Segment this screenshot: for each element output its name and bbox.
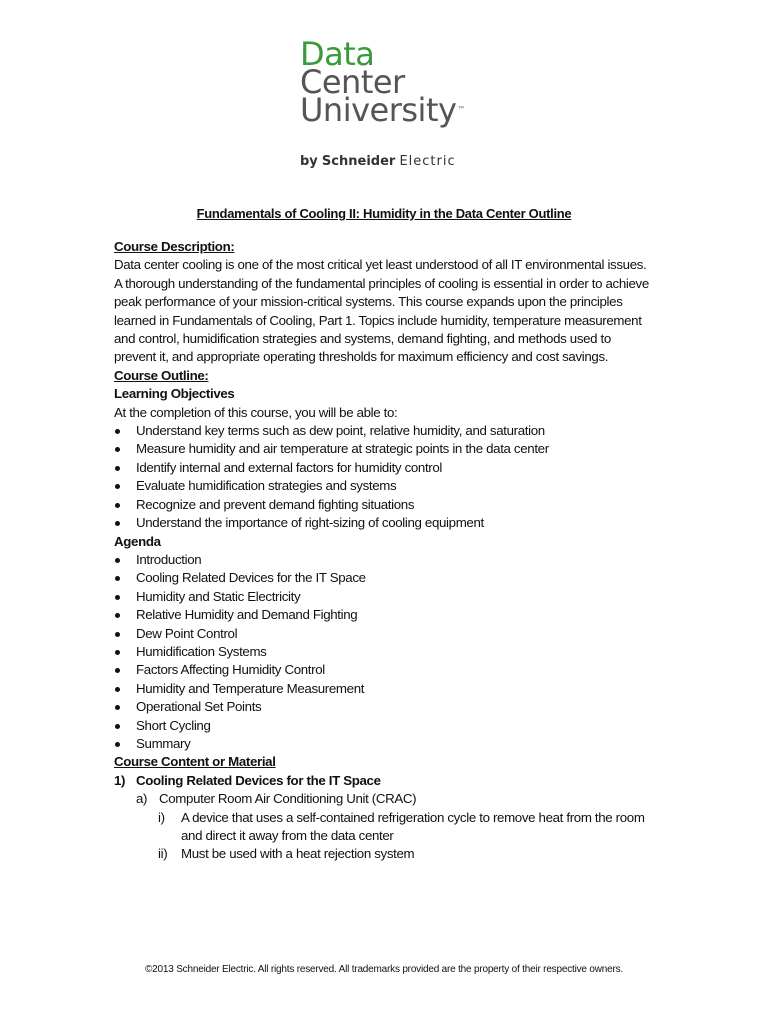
logo-byline	[300, 154, 456, 169]
logo-word-center: Center	[300, 63, 405, 101]
point-text: Must be used with a heat rejection system	[181, 846, 415, 862]
list-item: Humidity and Temperature Measurement	[114, 680, 656, 698]
list-item: Evaluate humidification strategies and systems	[114, 477, 656, 495]
list-item: Humidification Systems	[114, 643, 656, 661]
point-marker: ii)	[158, 846, 168, 862]
logo-word-university	[300, 91, 480, 129]
content-section-1	[114, 772, 656, 790]
point-text: A device that uses a self-contained refrigeration cycle to remove heat from the room and direct it away from the data center	[181, 809, 645, 843]
list-item: Understand the importance of right-sizing of cooling equipment	[114, 514, 656, 532]
page-title: Fundamentals of Cooling II: Humidity in the Data Center Outline	[196, 206, 572, 221]
document-body	[114, 238, 656, 864]
section-marker: 1)	[114, 772, 126, 788]
list-item: Understand key terms such as dew point, relative humidity, and saturation	[114, 422, 656, 440]
list-item: Humidity and Static Electricity	[114, 588, 656, 606]
byline-brand: Schneider	[321, 154, 396, 169]
agenda-heading: Agenda	[114, 533, 161, 549]
content-subsection-a	[114, 790, 656, 808]
subsection-marker: a)	[136, 791, 148, 807]
list-item: Summary	[114, 735, 656, 753]
section-title: Cooling Related Devices for the IT Space	[136, 772, 381, 788]
logo-word-data: Data	[300, 35, 375, 73]
subsection-text: Computer Room Air Conditioning Unit (CRAC)	[159, 791, 417, 807]
list-item: Short Cycling	[114, 717, 656, 735]
learning-objectives-heading: Learning Objectives	[114, 386, 235, 402]
data-center-university-logo	[300, 35, 480, 129]
list-item: Operational Set Points	[114, 698, 656, 716]
logo-university-text: University	[300, 91, 457, 129]
list-item: Dew Point Control	[114, 625, 656, 643]
list-item: Introduction	[114, 551, 656, 569]
logo-trademark: ™	[457, 105, 465, 114]
point-marker: i)	[158, 809, 165, 825]
agenda-list	[114, 551, 656, 753]
byline-by: by	[300, 154, 318, 169]
byline-brand-2: Electric	[399, 154, 456, 169]
course-description-text: Data center cooling is one of the most critical yet least understood of all IT environmental issues. A thorough understanding of the fundamental principles of cooling is essential in order to achieve peak performance of your mission-critical systems. This course expands upon the principles learned in Fundamentals of Cooling, Part 1. Topics include humidity, temperature measurement and control, humidification strategies and systems, demand fighting, and methods used to prevent it, and appropriate operating thresholds for maximum efficiency and cost savings.	[114, 257, 649, 365]
course-description-heading: Course Description:	[114, 239, 235, 254]
list-item: Relative Humidity and Demand Fighting	[114, 606, 656, 624]
copyright-footer: ©2013 Schneider Electric. All rights reserved. All trademarks provided are the property of their respective owners.	[145, 964, 623, 975]
list-item: Factors Affecting Humidity Control	[114, 661, 656, 679]
course-content-heading: Course Content or Material	[114, 754, 276, 770]
list-item: Identify internal and external factors for humidity control	[114, 459, 656, 477]
content-point-ii	[114, 845, 656, 863]
list-item: Measure humidity and air temperature at strategic points in the data center	[114, 440, 656, 458]
objectives-list	[114, 422, 656, 532]
course-outline-heading: Course Outline:	[114, 367, 209, 383]
list-item: Recognize and prevent demand fighting situations	[114, 496, 656, 514]
objectives-intro: At the completion of this course, you will be able to:	[114, 404, 398, 420]
content-point-i	[114, 809, 656, 846]
list-item: Cooling Related Devices for the IT Space	[114, 569, 656, 587]
